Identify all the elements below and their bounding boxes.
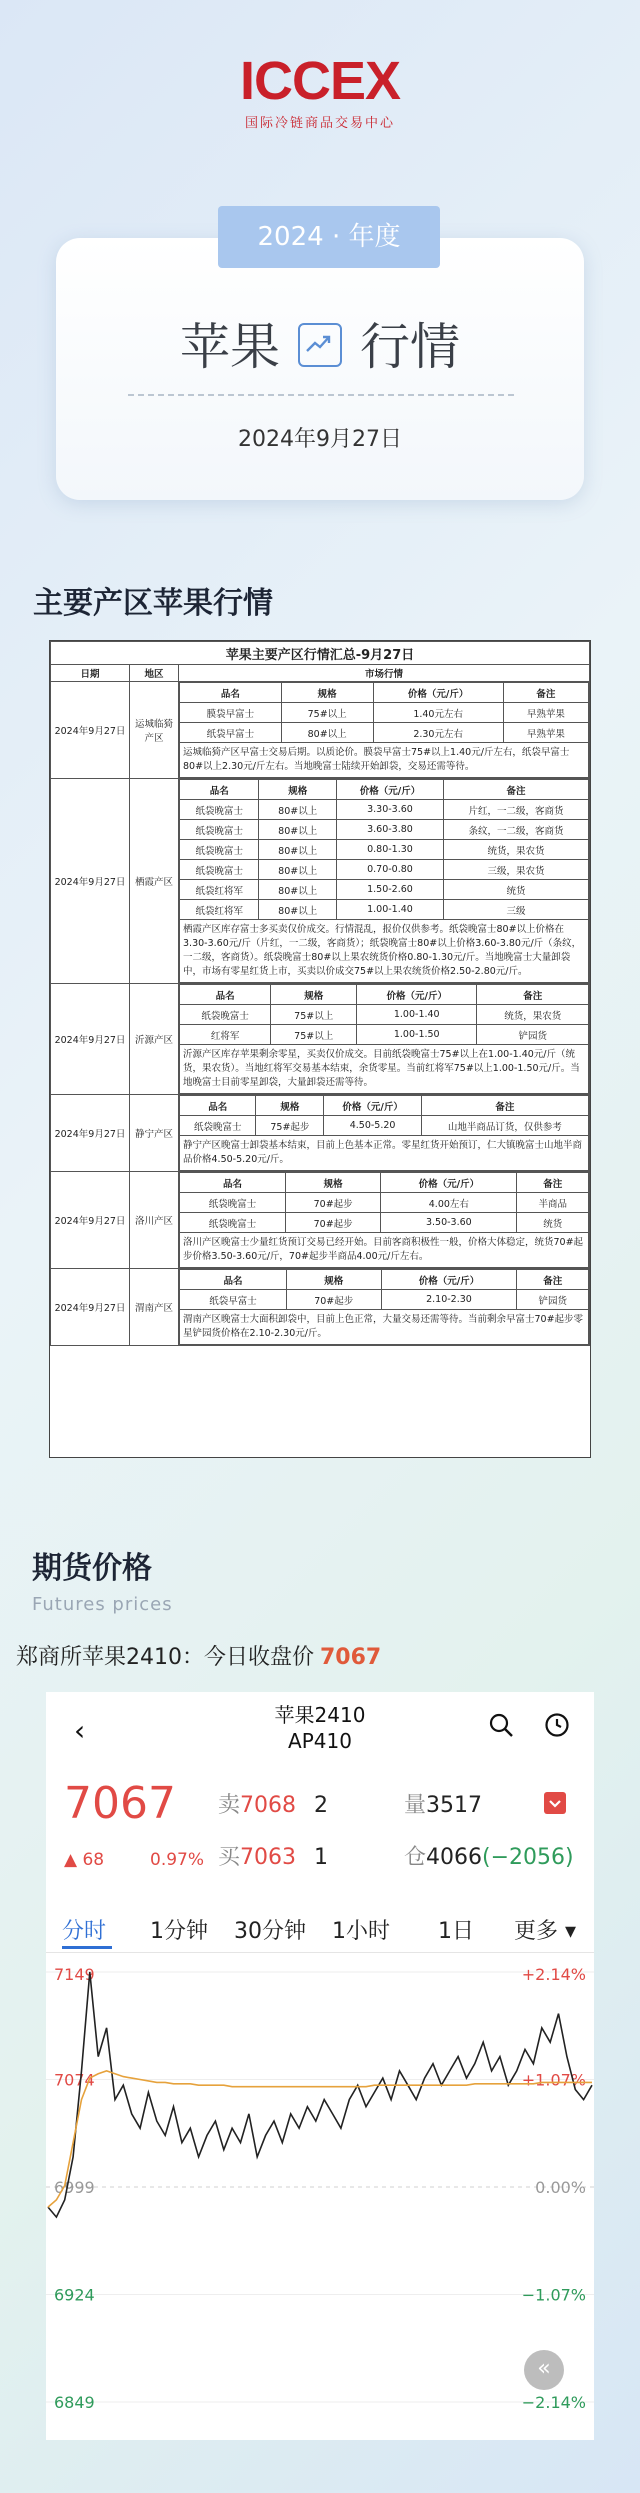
price-cell: 80#以上: [281, 723, 373, 743]
section-heading-futures: 期货价格: [32, 1551, 152, 1586]
price-change: ▲ 68: [64, 1850, 105, 1870]
back-arrow-icon[interactable]: ‹: [74, 1714, 86, 1747]
price-cell: 早熟苹果: [503, 703, 588, 723]
region-date: 2024年9月27日: [51, 682, 130, 779]
page-title: [56, 315, 584, 379]
inner-header: 价格（元/斤）: [373, 683, 503, 703]
region-row: [51, 1095, 590, 1172]
history-clock-icon[interactable]: [544, 1712, 570, 1738]
price-cell: 1.00-1.40: [357, 1005, 477, 1025]
logo-subtitle: 国际冷链商品交易中心: [244, 116, 395, 131]
price-cell: 4.50-5.20: [324, 1116, 421, 1136]
price-cell: 80#以上: [259, 800, 336, 820]
trend-up-icon: [298, 323, 342, 367]
collapse-chevrons-icon[interactable]: «: [524, 2350, 564, 2390]
region-note: 栖霞产区库存富士多买卖仅价成交。行情混乱，报价仅供参考。纸袋晚富士80#以上价格在3.30-3.60元/斤（片红，一二级，客商货）；纸袋晚富士80#以上价格3.60-3.80元/斤（条纹，一二级，客商货）。纸袋晚富士80#以上果农统货价格0.80-1.30元/斤。当地晚富士大量卸袋中，市场有零星红货上市，买卖以价成交75#以上果农统货价格2.50-2.80元/斤。: [180, 920, 589, 983]
inner-header: 品名: [180, 1096, 256, 1116]
divider: [128, 394, 514, 396]
region-name: 洛川产区: [130, 1172, 179, 1269]
price-cell: 纸袋晚富士: [180, 1005, 271, 1025]
active-tab-indicator: [62, 1946, 112, 1949]
price-cell: 80#以上: [259, 840, 336, 860]
price-cell: 统货: [517, 1213, 589, 1233]
price-cell: 2.10-2.30: [381, 1290, 517, 1310]
quote-panel: [46, 1692, 594, 2440]
price-cell: 纸袋红将军: [180, 900, 259, 920]
volume-value: 3517: [426, 1793, 483, 1818]
inner-header: 规格: [287, 1270, 381, 1290]
price-cell: 纸袋晚富士: [180, 860, 259, 880]
futures-summary-text: 郑商所苹果2410：今日收盘价: [16, 1645, 314, 1670]
inner-header: 规格: [281, 683, 373, 703]
price-cell: 75#以上: [271, 1025, 357, 1045]
title-left: 苹果: [180, 318, 280, 376]
futures-subheading: Futures prices: [32, 1594, 173, 1615]
price-cell: 山地半商品订货，仅供参考: [421, 1116, 588, 1136]
region-date: 2024年9月27日: [51, 1269, 130, 1346]
intraday-chart[interactable]: [46, 1962, 594, 2432]
inner-header: 规格: [256, 1096, 324, 1116]
price-cell: 80#以上: [259, 860, 336, 880]
y-tick-left: 6999: [54, 2178, 95, 2197]
y-tick-left: 6924: [54, 2285, 95, 2305]
tab-1day[interactable]: 1日: [438, 1919, 474, 1944]
volume-row: [404, 1788, 482, 1819]
region-market-cell: [179, 1172, 590, 1269]
tab-1min[interactable]: 1分钟: [150, 1919, 208, 1944]
iccex-logo: [0, 52, 640, 131]
price-cell: 0.70-0.80: [336, 860, 443, 880]
ask-qty: 2: [314, 1793, 329, 1818]
price-cell: 红将军: [180, 1025, 271, 1045]
oi-label: 仓: [404, 1845, 427, 1870]
price-cell: 75#起步: [256, 1116, 324, 1136]
region-name: 运城临猗产区: [130, 682, 179, 779]
inner-header: 品名: [180, 1173, 286, 1193]
ask-label: 卖: [218, 1793, 241, 1818]
price-cell: 80#以上: [259, 900, 336, 920]
region-row: [51, 984, 590, 1095]
inner-header: 备注: [517, 1270, 589, 1290]
volume-label: 量: [404, 1793, 427, 1818]
y-tick-right: −2.14%: [521, 2393, 586, 2412]
inner-header: 规格: [271, 985, 357, 1005]
price-cell: 0.80-1.30: [336, 840, 443, 860]
y-tick-right: +2.14%: [521, 1965, 586, 1984]
inner-header: 品名: [180, 683, 282, 703]
price-cell: 片红，一二级，客商货: [444, 800, 589, 820]
inner-header: 品名: [180, 1270, 287, 1290]
futures-summary: [16, 1640, 381, 1671]
price-line: [48, 1972, 592, 2217]
price-cell: 三级，果农货: [444, 860, 589, 880]
inner-header: 备注: [477, 985, 589, 1005]
region-market-cell: [179, 682, 590, 779]
price-cell: 70#起步: [286, 1193, 381, 1213]
region-note: 沂源产区库存苹果剩余零星，买卖仅价成交。目前纸袋晚富士75#以上在1.00-1.40元/斤（统货，果农货）。当地红将军交易基本结束，余货零星。当前红将军75#以上1.00-1.50元/斤。当地晚富士目前零星卸袋，大量卸袋还需等待。: [180, 1045, 589, 1094]
timeframe-tabs: [46, 1902, 594, 1953]
region-date: 2024年9月27日: [51, 1172, 130, 1269]
price-cell: 纸袋早富士: [180, 1290, 287, 1310]
price-cell: 纸袋晚富士: [180, 1213, 286, 1233]
col-region: 地区: [130, 665, 179, 682]
y-tick-right: −1.07%: [521, 2285, 586, 2305]
region-row: [51, 779, 590, 984]
price-change-pct: 0.97%: [150, 1850, 205, 1870]
region-note: 运城临猗产区早富士交易后期。以质论价。膜袋早富士75#以上1.40元/斤左右，纸袋早富士80#以上2.30元/斤左右。当地晚富士陆续开始卸袋，交易还需等待。: [180, 743, 589, 778]
oi-value: 4066: [426, 1845, 483, 1870]
region-name: 静宁产区: [130, 1095, 179, 1172]
col-date: 日期: [51, 665, 130, 682]
price-cell: 2.30元左右: [373, 723, 503, 743]
inner-header: 价格（元/斤）: [336, 780, 443, 800]
ask-price: 7068: [240, 1793, 297, 1818]
price-cell: 3.30-3.60: [336, 800, 443, 820]
price-cell: 膜袋早富士: [180, 703, 282, 723]
tab-intraday[interactable]: 分时: [62, 1919, 107, 1944]
region-row: [51, 1172, 590, 1269]
col-market: 市场行情: [179, 665, 590, 682]
price-cell: 1.40元左右: [373, 703, 503, 723]
inner-header: 备注: [503, 683, 588, 703]
inner-header: 价格（元/斤）: [381, 1270, 517, 1290]
price-cell: 1.00-1.50: [357, 1025, 477, 1045]
price-cell: 纸袋晚富士: [180, 840, 259, 860]
inner-header: 备注: [517, 1173, 589, 1193]
logo-mark: ICCEX: [239, 51, 401, 111]
section-heading-regions: 主要产区苹果行情: [33, 586, 273, 621]
title-right: 行情: [360, 318, 460, 376]
add-watchlist-icon[interactable]: [544, 1792, 566, 1814]
price-cell: 统货，果农货: [444, 840, 589, 860]
region-market-cell: [179, 1095, 590, 1172]
price-cell: 75#以上: [271, 1005, 357, 1025]
bid-label: 买: [218, 1845, 241, 1870]
bid-qty: 1: [314, 1845, 329, 1870]
y-tick-left: 7149: [54, 1965, 95, 1984]
region-name: 渭南产区: [130, 1269, 179, 1346]
region-date: 2024年9月27日: [51, 984, 130, 1095]
price-cell: 3.60-3.80: [336, 820, 443, 840]
region-price-table: [49, 640, 591, 1458]
contract-name: 苹果2410: [274, 1703, 366, 1727]
inner-header: 备注: [421, 1096, 588, 1116]
inner-header: 价格（元/斤）: [324, 1096, 421, 1116]
price-cell: 早熟苹果: [503, 723, 588, 743]
price-cell: 铲园货: [477, 1025, 589, 1045]
ask-row: [218, 1788, 328, 1819]
tab-30min[interactable]: 30分钟: [234, 1919, 306, 1944]
table-title: 苹果主要产区行情汇总-9月27日: [51, 642, 590, 665]
bid-price: 7063: [240, 1845, 297, 1870]
last-price: 7067: [64, 1778, 176, 1829]
region-name: 栖霞产区: [130, 779, 179, 984]
futures-close-price: 7067: [320, 1645, 382, 1670]
search-icon[interactable]: [488, 1712, 514, 1738]
contract-code: AP410: [288, 1729, 352, 1753]
price-cell: 纸袋晚富士: [180, 1116, 256, 1136]
inner-header: 备注: [444, 780, 589, 800]
price-cell: 纸袋晚富士: [180, 820, 259, 840]
inner-header: 规格: [286, 1173, 381, 1193]
report-date: 2024年9月27日: [238, 427, 402, 452]
price-cell: 4.00左右: [381, 1193, 517, 1213]
price-cell: 75#以上: [281, 703, 373, 723]
price-cell: 1.50-2.60: [336, 880, 443, 900]
inner-header: 价格（元/斤）: [381, 1173, 517, 1193]
region-market-cell: [179, 1269, 590, 1346]
y-tick-left: 7074: [54, 2070, 95, 2090]
bid-row: [218, 1840, 328, 1871]
y-tick-left: 6849: [54, 2393, 95, 2412]
region-row: [51, 682, 590, 779]
region-note: 洛川产区晚富士少量红货预订交易已经开始。目前客商积极性一般，价格大体稳定，统货70#起步价格3.50-3.60元/斤，70#起步半商品4.00元/斤左右。: [180, 1233, 589, 1268]
price-cell: 统货，果农货: [477, 1005, 589, 1025]
year-tag: 2024 · 年度: [218, 206, 440, 268]
region-row: [51, 1269, 590, 1346]
region-date: 2024年9月27日: [51, 779, 130, 984]
price-cell: 纸袋红将军: [180, 880, 259, 900]
region-date: 2024年9月27日: [51, 1095, 130, 1172]
price-cell: 70#起步: [286, 1213, 381, 1233]
price-cell: 铲园货: [517, 1290, 589, 1310]
price-cell: 三级: [444, 900, 589, 920]
inner-header: 价格（元/斤）: [357, 985, 477, 1005]
price-cell: 80#以上: [259, 880, 336, 900]
price-cell: 70#起步: [287, 1290, 381, 1310]
price-cell: 3.50-3.60: [381, 1213, 517, 1233]
y-tick-right: +1.07%: [521, 2070, 586, 2090]
tab-more[interactable]: 更多 ▾: [514, 1919, 577, 1944]
tab-1hour[interactable]: 1小时: [332, 1919, 390, 1944]
price-cell: 半商品: [517, 1193, 589, 1213]
inner-header: 品名: [180, 985, 271, 1005]
price-cell: 1.00-1.40: [336, 900, 443, 920]
region-market-cell: [179, 779, 590, 984]
region-name: 沂源产区: [130, 984, 179, 1095]
oi-change: (−2056): [482, 1845, 574, 1870]
inner-header: 品名: [180, 780, 259, 800]
price-cell: 统货: [444, 880, 589, 900]
open-interest-row: [404, 1840, 574, 1871]
region-market-cell: [179, 984, 590, 1095]
price-cell: 纸袋晚富士: [180, 800, 259, 820]
price-cell: 80#以上: [259, 820, 336, 840]
price-cell: 纸袋晚富士: [180, 1193, 286, 1213]
region-note: 渭南产区晚富士大面积卸袋中，目前上色正常，大量交易还需等待。当前剩余早富士70#起步零星铲园货价格在2.10-2.30元/斤。: [180, 1310, 589, 1345]
inner-header: 规格: [259, 780, 336, 800]
region-note: 静宁产区晚富士卸袋基本结束，目前上色基本正常。零星红货开始预订，仁大镇晚富士山地半商品价格4.50-5.20元/斤。: [180, 1136, 589, 1171]
price-cell: 条纹，一二级，客商货: [444, 820, 589, 840]
price-cell: 纸袋早富士: [180, 723, 282, 743]
y-tick-right: 0.00%: [535, 2178, 586, 2197]
